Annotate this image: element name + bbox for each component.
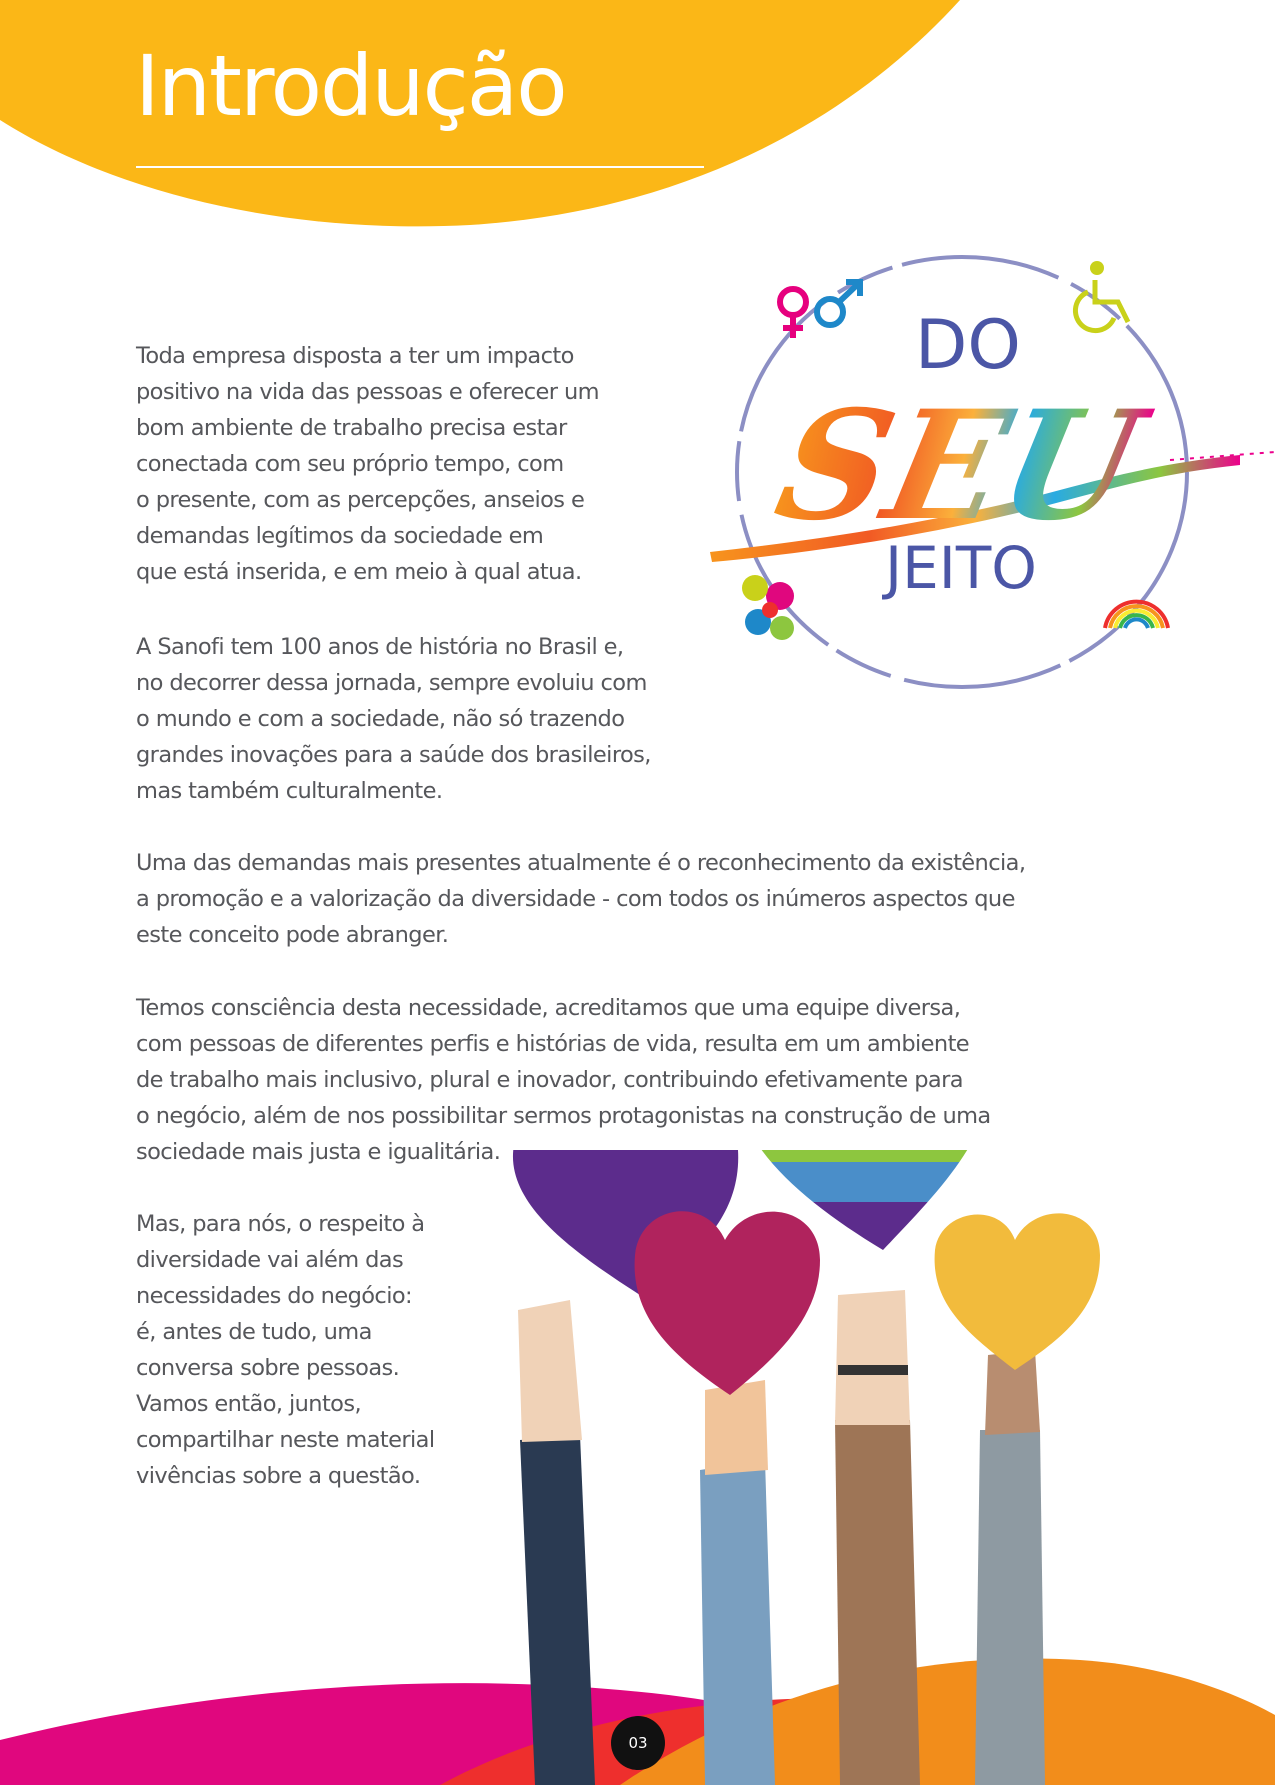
logo-word-seu: SEU <box>763 377 1155 554</box>
do-seu-jeito-logo <box>700 240 1275 720</box>
hearts-hands-illustration <box>500 1150 1275 1785</box>
logo-word-jeito: JEITO <box>885 534 1037 602</box>
female-symbol-icon <box>780 289 806 338</box>
intro-paragraph-2: A Sanofi tem 100 anos de história no Brasil e, no decorrer dessa jornada, sempre evoluiu com o mundo e com a sociedade, não só trazendo grandes inovações para a saúde dos brasileiros, mas também culturalmente. <box>136 634 651 804</box>
handprints-icon <box>742 575 794 640</box>
logo-word-do: DO <box>915 306 1021 385</box>
male-symbol-icon <box>817 282 860 325</box>
magenta-heart-icon <box>635 1211 820 1395</box>
intro-paragraph-3: Uma das demandas mais presentes atualmente é o reconhecimento da existência, a promoção e a valorização da diversidade - com todos os inúmeros aspectos que este conceito pode abranger. <box>136 850 1026 948</box>
page-title: Introdução <box>135 37 566 135</box>
intro-paragraph-4: Temos consciência desta necessidade, acreditamos que uma equipe diversa, com pessoas de diferentes perfis e histórias de vida, resulta em um ambiente de trabalho mais inclusivo, plural e inovador, contribuindo efetivamente para o negócio, além de nos possibilitar sermos protagonistas na construção de uma sociedade mais justa e igualitária. <box>136 995 991 1165</box>
page-number: 03 <box>611 1716 665 1770</box>
rainbow-icon <box>1105 602 1168 628</box>
title-divider <box>136 166 704 168</box>
intro-paragraph-1: Toda empresa disposta a ter um impacto positivo na vida das pessoas e oferecer um bom ambiente de trabalho precisa estar conectada com seu próprio tempo, com o presente, com as percepções, anseios e demandas legítimos da sociedade em que está inserida, e em meio à qual atua. <box>136 343 599 585</box>
yellow-heart-icon <box>935 1213 1100 1370</box>
intro-paragraph-5: Mas, para nós, o respeito à diversidade vai além das necessidades do negócio: é, antes de tudo, uma conversa sobre pessoas. Vamos então, juntos, compartilhar neste material vivências sobre a questão. <box>136 1211 435 1489</box>
wheelchair-icon <box>1075 261 1128 331</box>
